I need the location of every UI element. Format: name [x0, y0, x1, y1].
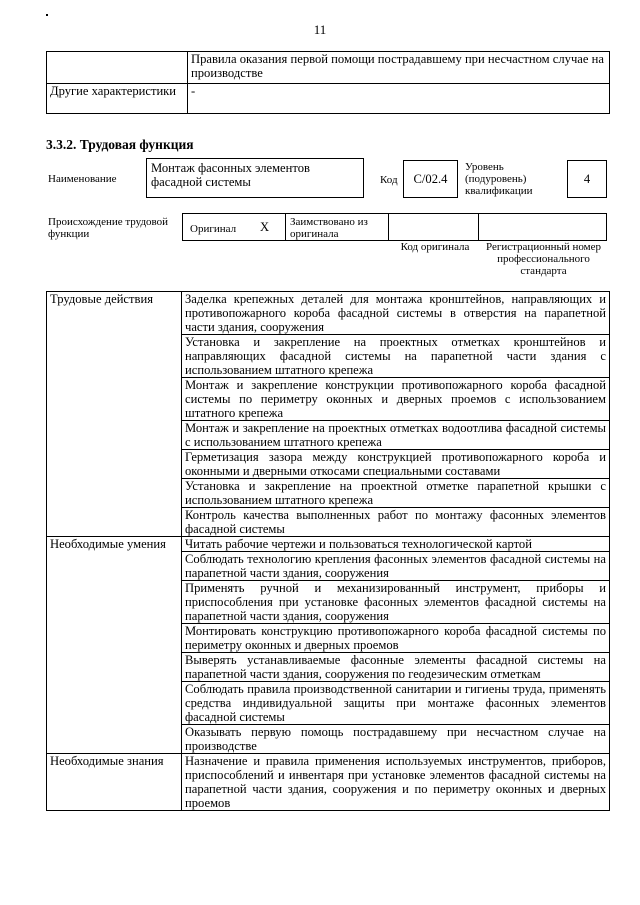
table-row — [47, 292, 610, 335]
category-cell-empty — [47, 552, 182, 581]
row-label — [47, 52, 188, 84]
table-row — [47, 84, 610, 114]
table-row — [47, 581, 610, 624]
code-value: С/02.4 — [413, 172, 448, 186]
origin-label: Происхождение трудовой функции — [48, 216, 169, 240]
list-item: Монтаж и закрепление конструкции противопожарного короба фасадной системы по периметру оконных и дверных проемов с использованием штатного крепежа — [182, 378, 610, 421]
category-cell-empty — [47, 653, 182, 682]
row-value: - — [188, 84, 610, 114]
divider — [285, 214, 286, 240]
reg-number-caption: Регистрационный номер профессионального стандарта — [485, 241, 602, 277]
list-item: Герметизация зазора между конструкцией противопожарного короба и оконными и дверными откосами специальными составами — [182, 450, 610, 479]
list-item: Соблюдать технологию крепления фасонных элементов фасадной системы на парапетной части здания, сооружения — [182, 552, 610, 581]
function-name-box — [146, 158, 364, 198]
category-cell-empty — [47, 682, 182, 725]
section-title: 3.3.2. Трудовая функция — [46, 137, 194, 152]
table-row — [47, 508, 610, 537]
code-original-caption: Код оригинала — [400, 241, 470, 253]
table-row — [47, 335, 610, 378]
table-row — [47, 421, 610, 450]
table-row — [47, 52, 610, 84]
category-cell: Трудовые действия — [47, 292, 182, 335]
level-label: Уровень (подуровень) квалификации — [465, 161, 533, 197]
table-row — [47, 682, 610, 725]
category-cell-empty — [47, 421, 182, 450]
table-row — [47, 479, 610, 508]
divider — [388, 214, 389, 240]
function-name-value: Монтаж фасонных элементов фасадной системы — [151, 161, 310, 189]
list-item: Выверять устанавливаемые фасонные элементы фасадной системы на парапетной части здания, сооружения по геодезическим отметкам — [182, 653, 610, 682]
code-box — [403, 160, 458, 198]
level-value: 4 — [583, 172, 591, 186]
category-cell: Необходимые знания — [47, 754, 182, 811]
name-label: Наименование — [48, 173, 117, 185]
level-box — [567, 160, 607, 198]
list-item: Монтировать конструкцию противопожарного короба фасадной системы по периметру оконных и дверных проемов — [182, 624, 610, 653]
row-value: Правила оказания первой помощи пострадавшему при несчастном случае на производстве — [188, 52, 610, 84]
list-item: Установка и закрепление на проектной отметке парапетной крышки с использованием штатного крепежа — [182, 479, 610, 508]
table-row — [47, 537, 610, 552]
table-row — [47, 754, 610, 811]
table-row — [47, 725, 610, 754]
origin-table — [182, 213, 607, 241]
list-item: Читать рабочие чертежи и пользоваться технологической картой — [182, 537, 610, 552]
category-cell-empty — [47, 479, 182, 508]
original-mark: X — [260, 220, 270, 234]
list-item: Оказывать первую помощь пострадавшему при несчастном случае на производстве — [182, 725, 610, 754]
table-row — [47, 653, 610, 682]
table-row — [47, 450, 610, 479]
original-label: Оригинал — [190, 223, 237, 235]
list-item: Контроль качества выполненных работ по монтажу фасонных элементов фасадной системы — [182, 508, 610, 537]
table-row — [47, 624, 610, 653]
borrowed-label: Заимствовано из оригинала — [290, 216, 368, 240]
category-cell-empty — [47, 508, 182, 537]
table-row — [47, 378, 610, 421]
list-item: Применять ручной и механизированный инструмент, приборы и приспособления при установке фасонных элементов фасадной системы на парапетной части здания, сооружения — [182, 581, 610, 624]
category-cell-empty — [47, 450, 182, 479]
list-item: Монтаж и закрепление на проектных отметках водоотлива фасадной системы с использованием штатного крепежа — [182, 421, 610, 450]
category-cell: Необходимые умения — [47, 537, 182, 552]
list-item: Заделка крепежных деталей для монтажа кронштейнов, направляющих и противопожарного короба фасадной системы в отверстия на парапетной части здания, сооружения — [182, 292, 610, 335]
list-item: Установка и закрепление на проектных отметках кронштейнов и направляющих фасадной системы на парапетной части здания с использованием штатного крепежа — [182, 335, 610, 378]
row-label: Другие характеристики — [47, 84, 188, 114]
function-details-table — [46, 291, 610, 811]
continuation-table — [46, 51, 610, 114]
category-cell-empty — [47, 378, 182, 421]
scan-speck — [46, 14, 48, 16]
category-cell-empty — [47, 581, 182, 624]
page-number: 11 — [313, 22, 327, 37]
category-cell-empty — [47, 624, 182, 653]
table-row — [47, 552, 610, 581]
code-label: Код — [380, 174, 398, 186]
category-cell-empty — [47, 335, 182, 378]
list-item: Соблюдать правила производственной санитарии и гигиены труда, применять средства индивидуальной защиты при монтаже фасонных элементов фасадной системы — [182, 682, 610, 725]
list-item: Назначение и правила применения используемых инструментов, приборов, приспособлений и инвентаря при установке элементов фасадной системы на парапетной части здания, сооружения и по периметру оконных и дверных проемов — [182, 754, 610, 811]
divider — [478, 214, 479, 240]
category-cell-empty — [47, 725, 182, 754]
